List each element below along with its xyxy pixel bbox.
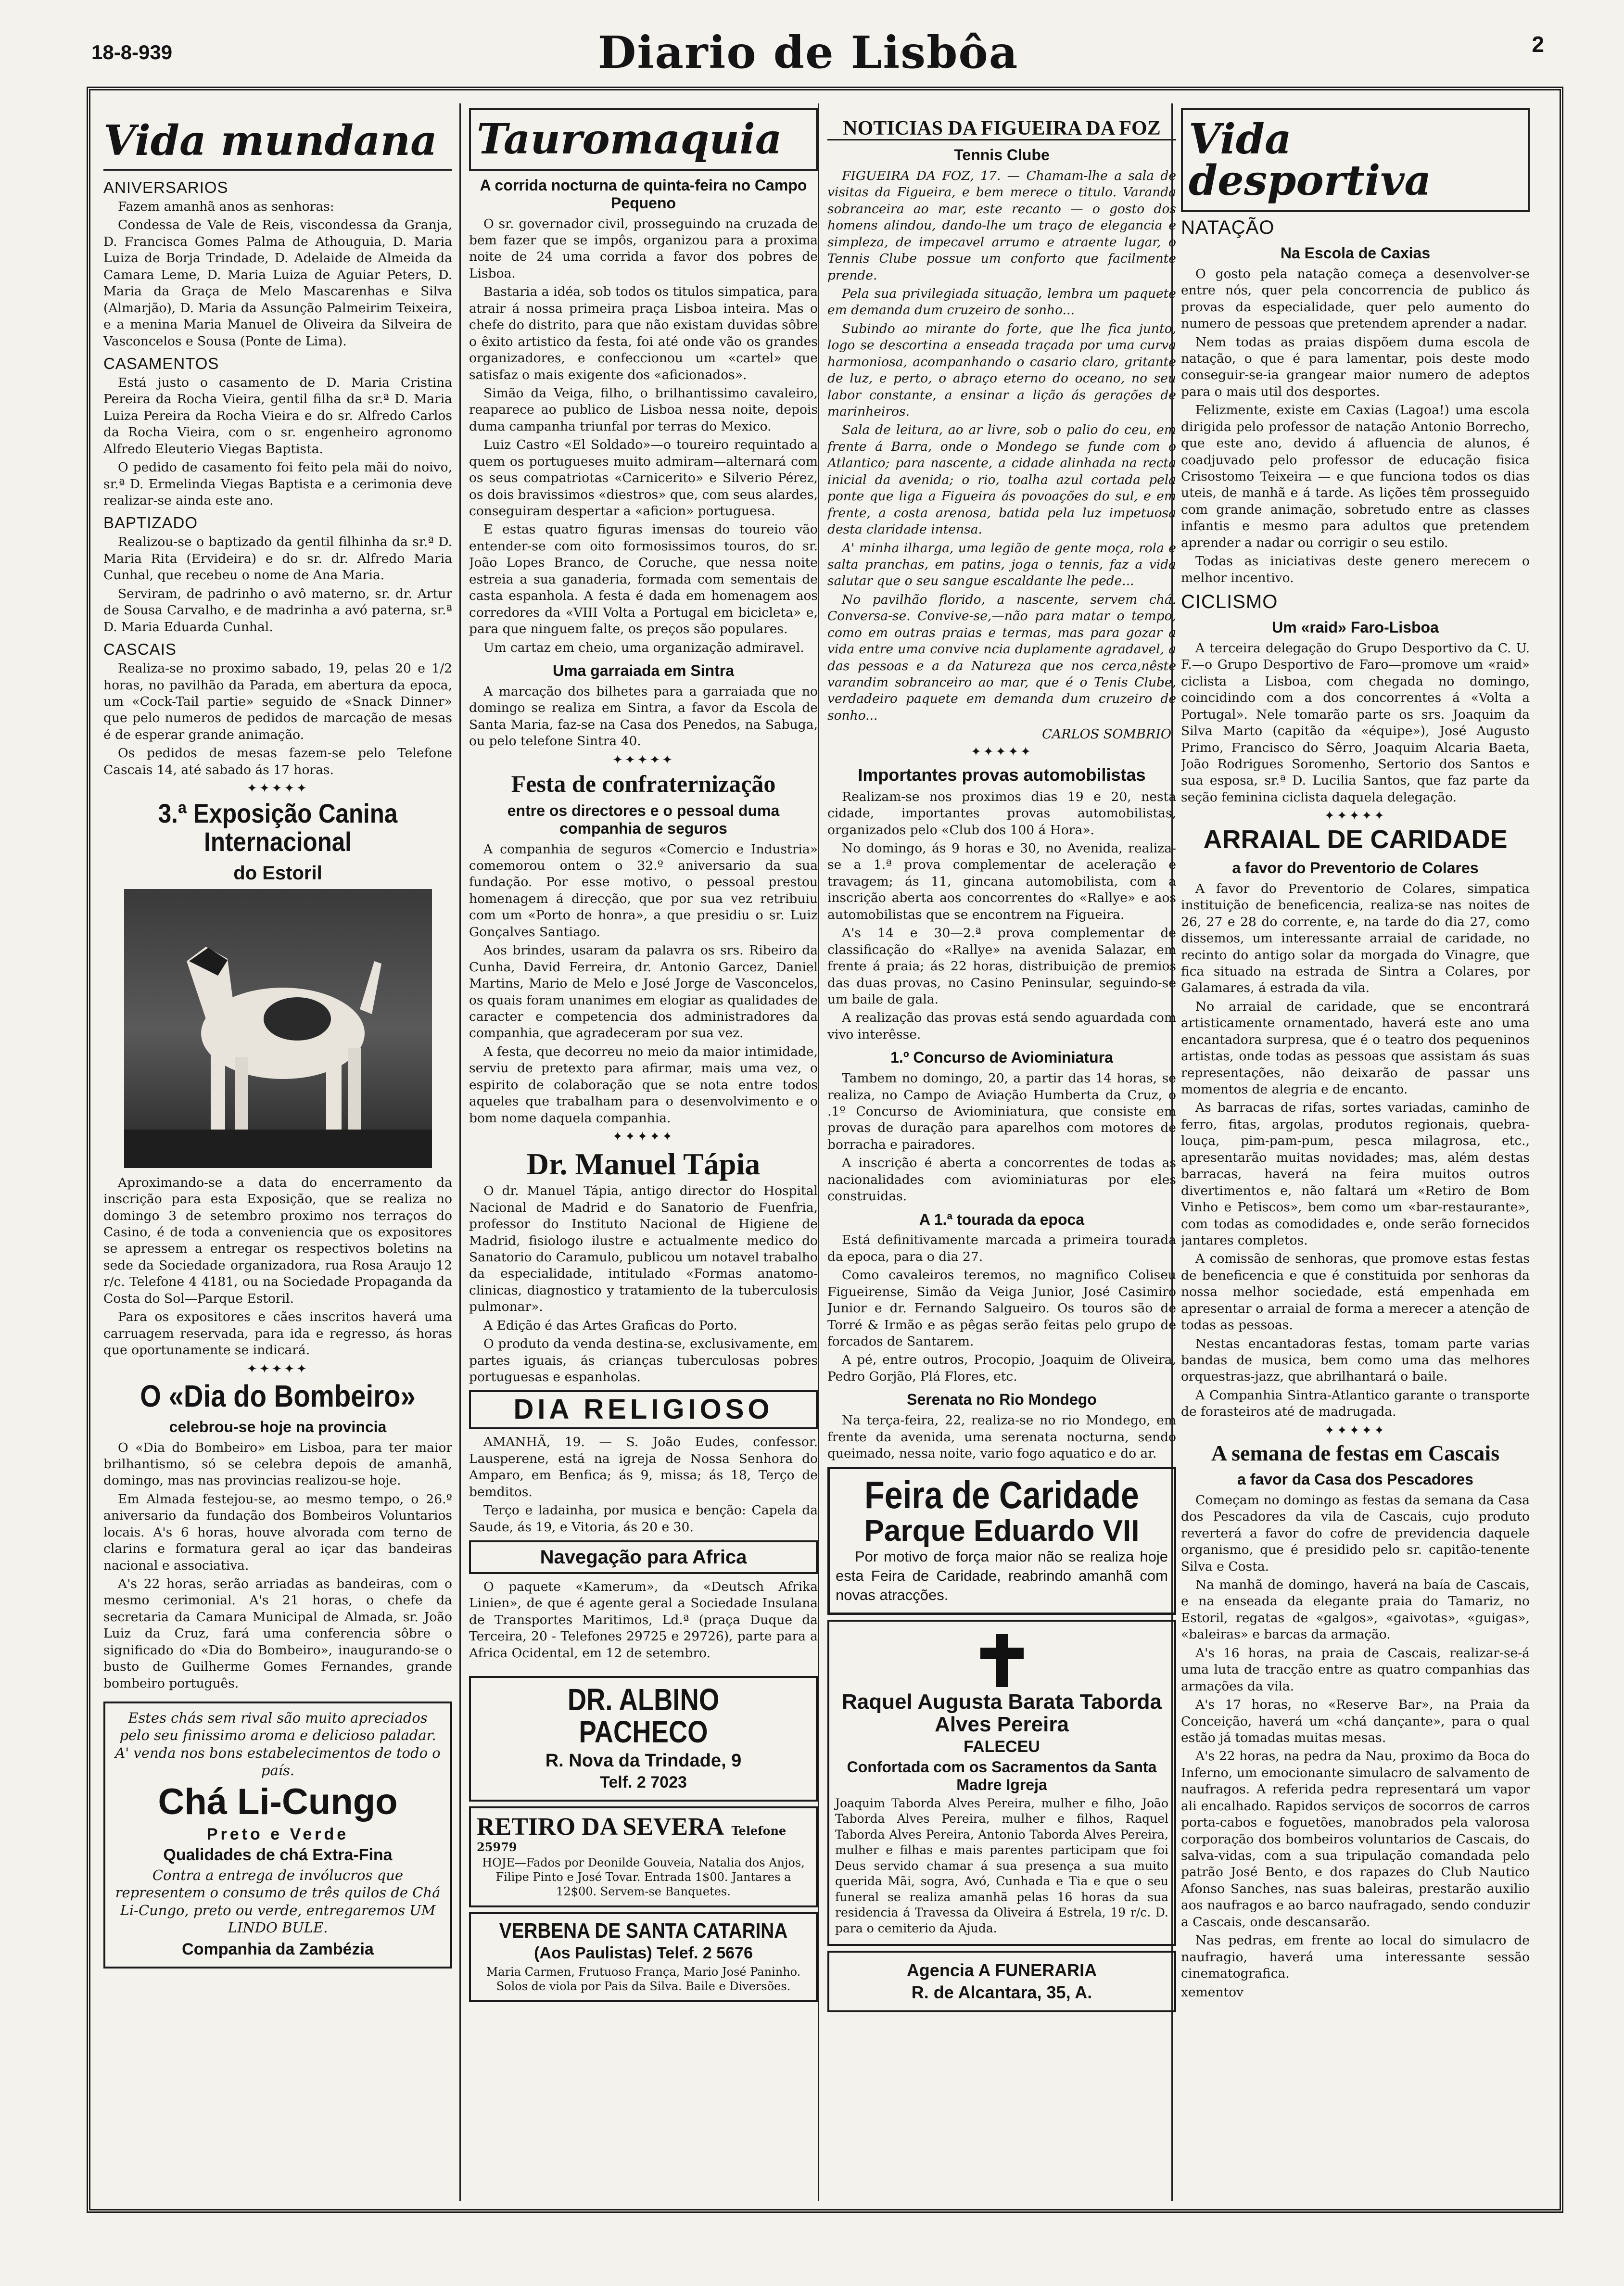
paragraph: Realizam-se nos proximos dias 19 e 20, nesta cidade, importantes provas automobilistas, organizados pelo «Club dos 100 á Hora». bbox=[827, 789, 1176, 838]
paragraph: Serviram, de padrinho o avô materno, sr. dr. Artur de Sousa Carvalho, e de madrinha a avó paterna, sr.ª D. Maria Eduarda Cunhal. bbox=[103, 586, 452, 635]
paragraphs bbox=[827, 789, 1176, 1043]
paragraph: Condessa de Vale de Reis, viscondessa da Granja, D. Francisca Gomes Palma de Athouguia, D. Maria Luiza de Borja Trindade, D. Adelaide de Almeida da Camara Leme, D. Maria Luiza de Aguiar Peters, D. Maria da Graça de Melo Mascarenhas e Silva (Almarjão), D. Maria da Assunção Palmeirim Teixeira, e a menina Maria Manuel de Oliveira da Silveira de Vasconcelos e Sousa (Ponte de Lima). bbox=[103, 217, 452, 349]
paragraph: O gosto pela natação começa a desenvolver-se entre nós, quer pela concorrencia de publico ás provas da especialidade, quer pelo aumento do numero de pessoas que pretendem aprender a nadar. bbox=[1181, 266, 1530, 331]
paragraph: A realização das provas está sendo aguardada com vivo interêsse. bbox=[827, 1010, 1176, 1042]
article-headline: O «Dia do Bombeiro» bbox=[140, 1378, 416, 1413]
paragraph: Está justo o casamento de D. Maria Cristina Pereira da Rocha Vieira, gentil filha da sr.ª D. Maria Luiza Pereira da Rocha Vieira e do sr. Alfredo Carlos da Rocha Vieira, com o sr. engenheiro agronomo Alfredo Eleuterio Viegas Baptista. bbox=[103, 375, 452, 457]
ad-title: DR. ALBINO PACHECO bbox=[567, 1682, 720, 1750]
paragraphs bbox=[469, 841, 818, 1127]
subsection-head: NATAÇÃO bbox=[1181, 217, 1275, 238]
cross-icon bbox=[980, 1634, 1024, 1687]
paragraph: A festa, que decorreu no meio da maior intimidade, serviu de pretexto para afirmar, mais uma vez, o espirito de colaboração que se nota entre todos aqueles que trabalham para o desenvolvimento e o bom nome daquela companhia. bbox=[469, 1044, 818, 1126]
paragraph: O paquete «Kamerum», da «Deutsch Afrika Linien», de que é agente geral a Sociedade Insulana de Transportes Maritimos, Ld.ª (praça Duque da Terceira, 20 - Telefones 29725 e 29726), parte para a Africa Ocidental, em 12 de setembro. bbox=[469, 1579, 818, 1661]
paragraph: A inscrição é aberta a concorrentes de todas as nacionalidades com aviominiaturas por eles construidas. bbox=[827, 1156, 1176, 1204]
paragraph: Luiz Castro «El Soldado»—o toureiro requintado a quem os portugueses muito admiram—alternará com os seus compatriotas «Carnicerito» e Silverio Pérez, os dois bravissimos «diestros» que, com seus alardes, conseguiram despertar a «aficion» portuguesa. bbox=[469, 437, 818, 519]
paragraph: Terço e ladainha, por musica e benção: Capela da Saude, ás 19, e Vitoria, ás 20 e 30. bbox=[469, 1503, 818, 1535]
fox-terrier-image bbox=[124, 889, 432, 1168]
paragraph: Pela sua privilegiada situação, lembra um paquete em demanda dum cruzeiro de sonho... bbox=[827, 286, 1176, 318]
paragraph: A's 14 e 30—2.ª prova complementar de classificação do «Rallye» na avenida Salazar, em frente á praia; ás 22 horas, distribuição de premios das duas provas, no Casino Peninsular, seguindo-se um baile de gala. bbox=[827, 926, 1176, 1007]
subsection-head: CASCAIS bbox=[103, 640, 177, 659]
paragraphs bbox=[469, 1183, 818, 1385]
paragraph: Fazem amanhã anos as senhoras: bbox=[118, 199, 334, 214]
article-headline: 1.º Concurso de Aviominiatura bbox=[890, 1049, 1113, 1067]
paragraph: O «Dia do Bombeiro» em Lisboa, para ter maior brilhantismo, só se celebra depois de amanhã, domingo, mas nas provincias realizou-se hoje. bbox=[103, 1440, 452, 1488]
paragraphs bbox=[469, 216, 818, 656]
article-headline: Serenata no Rio Mondego bbox=[907, 1391, 1097, 1409]
paragraphs bbox=[103, 199, 452, 350]
paragraph: A's 17 horas, no «Reserve Bar», na Praia da Conceição, haverá um «chá dançante», para o qual estão já tomadas muitas mesas. bbox=[1181, 1697, 1530, 1745]
paragraph: Aproximando-se a data do encerramento da inscrição para esta Exposição, que se realiza no domingo 3 de setembro proximo nos terraços do Casino, é de toda a conveniencia que os expositores se apressem a entregar os respectivos boletins na sede da Sociedade organizadora, rua Rosa Araujo 12 r/c. Telefone 4 4181, ou na Sociedade Propaganda da Costa do Sol—Parque Estoril. bbox=[103, 1175, 452, 1306]
paragraphs bbox=[469, 1579, 818, 1662]
paragraph: A Companhia Sintra-Atlantico garante o transporte de forasteiros até de madrugada. bbox=[1181, 1387, 1530, 1420]
ad-text: Maria Carmen, Frutuoso França, Mario José Paninho. Solos de viola por Pais da Silva. Baile e Diversões. bbox=[486, 1965, 801, 1994]
ad-retiro-severa bbox=[469, 1806, 818, 1908]
paragraph: O produto da venda destina-se, exclusivamente, em partes iguais, ás crianças tuberculosas pobres portuguesas e espanholas. bbox=[469, 1336, 818, 1385]
paragraph: A Edição é das Artes Graficas do Porto. bbox=[483, 1318, 737, 1333]
article-subhead: a favor do Preventorio de Colares bbox=[1232, 859, 1479, 876]
ad-feira-caridade bbox=[827, 1467, 1176, 1615]
ad-company: Companhia da Zambézia bbox=[182, 1940, 374, 1959]
paragraph: Os pedidos de mesas fazem-se pelo Telefone Cascais 14, até sabado ás 17 horas. bbox=[103, 746, 452, 777]
ad-title: RETIRO DA SEVERA bbox=[477, 1813, 724, 1841]
paragraph: Realizou-se o baptizado da gentil filhinha da sr.ª D. Maria Rita (Ervideira) e do sr. dr. Alfredo Maria Cunhal, que recebeu o nome de Ana Maria. bbox=[103, 534, 452, 583]
ad-title: Agencia A FUNERARIA bbox=[906, 1960, 1097, 1981]
paragraphs-italic bbox=[827, 168, 1176, 724]
paragraph: No domingo, ás 9 horas e 30, no Avenida, realiza-se a 1.ª prova complementar de aceleração e travagem; ás 11, gincana automobilista, com a inscrição aberta aos concorrentes do «Rallye» e aos automobilistas que se encontrem na Figueira. bbox=[827, 841, 1176, 922]
paragraph: Para os expositores e cães inscritos haverá uma carruagem reservada, para ida e regresso, ás horas que oportunamente se indicará. bbox=[103, 1309, 452, 1358]
paragraphs bbox=[103, 660, 452, 778]
article-subhead: a favor da Casa dos Pescadores bbox=[1237, 1471, 1473, 1488]
ad-subline: Preto e Verde bbox=[206, 1825, 349, 1844]
dog-photo bbox=[124, 889, 432, 1168]
paragraph: Em Almada festejou-se, ao mesmo tempo, o 26.º aniversario da fundação dos Bombeiros Voluntarios locais. A's 6 horas, houve alvorada com terno de clarins e formatura geral ao içar das bandeiras nacional e associativa. bbox=[103, 1491, 452, 1573]
ad-phone: Telf. 2 7023 bbox=[600, 1773, 687, 1791]
paragraphs bbox=[469, 1434, 818, 1536]
paragraph: Um cartaz em cheio, uma organização admiravel. bbox=[483, 640, 804, 655]
section-title: Vida mundana bbox=[103, 103, 452, 171]
paragraph: A favor do Preventorio de Colares, simpatica instituição de beneficencia, realiza-se nas noites de 26, 27 e 28 do corrente, e, na tarde do dia 27, como dissemos, um interessante arraial de caridade, no recinto do antigo solar da morgada do Vinagre, que fica situado na estrada de Sintra a Colares, por Galamares, á estrada da vila. bbox=[1181, 881, 1530, 996]
paragraphs bbox=[1181, 640, 1530, 806]
subsection-head: CASAMENTOS bbox=[103, 354, 219, 372]
paragraph: O sr. governador civil, prosseguindo na cruzada de bem fazer que se impôs, organizou para a proxima noite de 24 uma corrida a favor dos pobres de Lisboa. bbox=[469, 216, 818, 281]
column-vida-desportiva bbox=[1181, 103, 1530, 2201]
section-title: NOTICIAS DA FIGUEIRA DA FOZ bbox=[827, 118, 1176, 140]
paragraphs bbox=[103, 1175, 452, 1359]
paragraph: Nem todas as praias dispõem duma escola de natação, o que é para lamentar, pois deste modo conseguir-se-ia grangear maior numero de adeptos para o mais util dos desportes. bbox=[1181, 334, 1530, 399]
issue-date: 18-8-939 bbox=[91, 41, 173, 64]
ad-text: Por motivo de força maior não se realiza hoje esta Feira de Caridade, reabrindo amanhã com novas atracções. bbox=[836, 1548, 1168, 1604]
obituary-text: Joaquim Taborda Alves Pereira, mulher e filho, João Taborda Alves Pereira, mulher e filhos, Raquel Taborda Alves Pereira, Antonio Taborda Alves Pereira, mulher e filhas e mais parentes participam que foi Deus servido chamar á sua presença a sua muito querida Mãi, sogra, Avó, Cunhada e Tia e que o seu funeral se realiza amanhã pelas 16 horas da sua residencia á Travessa da Oliveira á Estrela, 19 r/c. D. para o cemiterio da Ajuda. bbox=[835, 1796, 1168, 1935]
navegacao-box bbox=[469, 1540, 818, 1574]
ad-verbena bbox=[469, 1912, 818, 2002]
paragraph: A's 16 horas, na praia de Cascais, realizar-se-á uma luta de tracção entre as quatro companhias das armações da vila. bbox=[1181, 1645, 1530, 1694]
paragraph: Sala de leitura, ao ar livre, sob o palio do ceu, em frente á Barra, onde o Mondego se funde com o Atlantico; para nascente, a cidade alinhada na recta inicial da avenida; o rio, toalha azul cortada pela ponte que liga a Figueira ás povoações do sul, e em frente, a costa arenosa, batida pela luz impetuosa desta claridade intensa. bbox=[827, 422, 1176, 537]
paragraphs bbox=[103, 534, 452, 635]
ad-place: Parque Eduardo VII bbox=[864, 1514, 1140, 1548]
separator-ornament: ✦✦✦✦✦ bbox=[247, 781, 309, 796]
paragraph: Começam no domingo as festas da semana da Casa dos Pescadores da vila de Cascais, cujo produto reverterá a favor do cofre de previdencia daquele organismo, que é presidido pelo sr. capitão-tenente Silva e Costa. bbox=[1181, 1492, 1530, 1574]
paragraph: No pavilhão florido, a nascente, servem chá. Conversa-se. Convive-se,—não para matar o tempo, como em outras praias e termas, mas para gozar a vida entre uma convive ncia duplamente agradavel, a das pessoas e a da Natureza que nos cerca,nêste varandim sobranceiro ao mar, que é o Tenis Clube, verdadeiro paquete em demanda dum cruzeiro de sonho... bbox=[827, 592, 1176, 723]
paragraph: Felizmente, existe em Caxias (Lagoa!) uma escola dirigida pelo professor de natação Antonio Borrecho, que este ano, devido á afluencia de alunos, é coadjuvado pelo professor de educação fisica Crisostomo Teixeira — e que funciona todos os dias uteis, de manhã e á tarde. As lições têm prosseguido com grande animação, sobretudo entre as classes infantis e mesmo para adultos que pretendem aprender a nadar ou corrigir o seu estilo. bbox=[1181, 403, 1530, 550]
ad-phone: Telefone 25979 bbox=[477, 1823, 787, 1854]
ad-albino-pacheco bbox=[469, 1676, 818, 1801]
article-headline: Dr. Manuel Tápia bbox=[526, 1147, 761, 1181]
obituary-status: FALECEU bbox=[964, 1737, 1040, 1756]
paragraphs bbox=[827, 1412, 1176, 1462]
paragraph: A pé, entre outros, Procopio, Joaquim de Oliveira, Pedro Gorjão, Plá Flores, etc. bbox=[827, 1352, 1176, 1384]
subsection-head: BAPTIZADO bbox=[103, 514, 198, 532]
paragraph: Nas pedras, em frente ao local do simulacro de naufragio, haverá uma interessante sessão cinematografica. bbox=[1181, 1933, 1530, 1981]
paragraph: Aos brindes, usaram da palavra os srs. Ribeiro da Cunha, David Ferreira, dr. Antonio Garcez, Daniel Martins, Mario de Melo e José Jorge de Vasconcelos, os quais foram unanimes em elogiar as qualidades de caracter e competencia dos administradores da companhia, que agradeceram por sua vez. bbox=[469, 943, 818, 1041]
paragraph: Nestas encantadoras festas, tomam parte varias bandas de musica, bem como uma das melhores orquestras-jazz, que abrilhantará o baile. bbox=[1181, 1336, 1530, 1384]
paragraph: Realiza-se no proximo sabado, 19, pelas 20 e 1/2 horas, no pavilhão da Parada, em abertura da epoca, um «Cock-Tail partie» seguido de «Snack Dinner» que pelo numeros de pedidos de marcação de mesas é de esperar grande animação. bbox=[103, 661, 452, 742]
article-subhead: do Estoril bbox=[233, 862, 322, 884]
ad-offer: Contra a entrega de invólucros que representem o consumo de três quilos de Chá Li-Cungo, preto ou verde, entregaremos UM LINDO BULE. bbox=[115, 1867, 441, 1936]
paragraphs bbox=[469, 684, 818, 750]
paragraph: AMANHÃ, 19. — S. João Eudes, confessor. Lausperene, está na igreja de Nossa Senhora do Amparo, em Benfica; ás 9, missa; ás 18, Terço de bemditos. bbox=[469, 1435, 818, 1499]
paragraph: Tambem no domingo, 20, a partir das 14 horas, se realiza, no Campo de Aviação Humberta da Cruz, o .1º Concurso de Aviominiatura, que consiste em provas de duração para aparelhos com motores de borracha e pairadores. bbox=[827, 1071, 1176, 1152]
column-rule bbox=[459, 103, 461, 2201]
paragraph: A's 22 horas, na pedra da Nau, proximo da Boca do Inferno, um emocionante simulacro de salvamento de naufragos. A referida pedra representará um vapor ali encalhado. Rapidos serviços de socorros de carros porta-cabos e foguetões, manobrados pela valorosa corporação dos bombeiros voluntarios de Cascais, do salva-vidas, com a sua tripulação comandada pelo patrão José Bento, e dos rapazes do Club Nautico Afonso Sanches, nas suas baleiras, prestarão auxilio aos naufragos e ao barco naufragado, sendo conduzir a Cascais, onde descansarão. bbox=[1181, 1749, 1530, 1930]
article-headline: DIA RELIGIOSO bbox=[513, 1394, 774, 1425]
ad-phone: (Aos Paulistas) Telef. 2 5676 bbox=[534, 1944, 753, 1963]
ad-title: VERBENA DE SANTA CATARINA bbox=[499, 1919, 788, 1943]
paragraph: A terceira delegação do Grupo Desportivo da C. U. F.—o Grupo Desportivo de Faro—promove um «raid» ciclista a Lisboa, com chegada no domingo, coincidindo com a dos concorrentes á «Volta a Portugal». Nele tomarão parte os srs. Joaquim da Silva Marto (capitão da «équipe»), José Augusto Primo, Francisco do Sêrro, Joaquim Alcaria Baeta, João Rodrigues Soromenho, Sertorio dos Santos e sua esposa, sr.ª D. Lucilia Santos, que faz parte da seção feminina ciclista daquela delegação. bbox=[1181, 640, 1530, 805]
article-headline: A corrida nocturna de quinta-feira no Campo Pequeno bbox=[480, 177, 807, 212]
tea-advertisement bbox=[103, 1702, 452, 1968]
article-subhead: Tennis Clube bbox=[954, 146, 1050, 164]
subsection-head: ANIVERSARIOS bbox=[103, 178, 228, 196]
paragraph: A comissão de senhoras, que promove estas festas de beneficencia e que é constituida por senhoras da nossa melhor sociedade, está empenhada em apresentar o arraial de forma a merecer a atenção de todas as pessoas. bbox=[1181, 1251, 1530, 1333]
section-title: Tauromaquia bbox=[469, 108, 818, 171]
ad-address: R. de Alcantara, 35, A. bbox=[911, 1982, 1092, 2003]
separator-ornament: ✦✦✦✦✦ bbox=[247, 1361, 309, 1376]
paragraph: A companhia de seguros «Comercio e Industria» comemorou ontem o 32.º aniversario da sua fundação. Por esse motivo, o pessoal prestou homenagem á direcção, que por sua vez retribuiu com um «Porto de honra», a que presidiu o sr. Luiz Gonçalves Santiago. bbox=[469, 841, 818, 940]
paragraph: A marcação dos bilhetes para a garraiada que no domingo se realiza em Sintra, a favor da Escola de Santa Maria, faz-se na Casa dos Penedos, na Sabuga, ou pelo telefone Sintra 40. bbox=[469, 684, 818, 749]
ad-quality: Qualidades de chá Extra-Fina bbox=[163, 1846, 393, 1865]
paragraphs bbox=[1181, 266, 1530, 586]
paragraphs bbox=[103, 375, 452, 509]
subsection-head: CICLISMO bbox=[1181, 591, 1278, 613]
author-signature: CARLOS SOMBRIO bbox=[1042, 727, 1171, 742]
paragraph: Como cavaleiros teremos, no magnifico Coliseu Figueirense, Simão da Veiga Junior, José Casimiro Junior e dr. Fernando Salgueiro. Os touros são de Torré & Irmão e as pêgas serão feitas pelo grupo de forcados de Santarem. bbox=[827, 1268, 1176, 1349]
newspaper-title: Diario de Lisbôa bbox=[597, 26, 1019, 78]
article-headline: Um «raid» Faro-Lisboa bbox=[1272, 619, 1439, 636]
paragraph: Está definitivamente marcada a primeira tourada da epoca, para o dia 27. bbox=[827, 1232, 1176, 1264]
ad-text: HOJE—Fados por Deonilde Gouveia, Natalia dos Anjos, Filipe Pinto e José Tovar. Entrada 1$00. Jantares a 12$00. Servem-se Banquetes. bbox=[482, 1856, 805, 1899]
article-headline: Uma garraiada em Sintra bbox=[552, 661, 735, 679]
paragraphs bbox=[1181, 881, 1530, 1421]
ad-title: Feira de Caridade bbox=[864, 1473, 1139, 1517]
article-headline: A 1.ª tourada da epoca bbox=[919, 1210, 1085, 1228]
paragraphs bbox=[103, 1440, 452, 1692]
masthead bbox=[91, 26, 1544, 84]
paragraph: Na terça-feira, 22, realiza-se no rio Mondego, em frente da avenida, uma serenata nocturna, sendo queimado, nessa noite, vario fogo aquatico e do ar. bbox=[827, 1413, 1176, 1461]
separator-ornament: ✦✦✦✦✦ bbox=[612, 1130, 674, 1144]
paragraph: Bastaria a idéa, sob todos os titulos simpatica, para atrair á nossa primeira praça Lisboa inteira. Mas o chefe do distrito, para que não existam duvidas sôbre o êxito artistico da festa, foi até onde vão os grandes organizadores, e confeccionou um «cartel» que satisfaz o mais exigente dos «aficionados». bbox=[469, 284, 818, 382]
author-signature: xementov bbox=[1181, 1984, 1244, 2000]
paragraph: O dr. Manuel Tápia, antigo director do Hospital Nacional de Madrid e do Sanatorio de Fuenfria, professor do Instituto Nacional de Higiene de Madrid, fisiologo ilustre e actualmente medico do Sanatorio do Caramulo, publicou um notavel trabalho da especialidade, intitulado «Formas anatomo-clinicas, diagnostico y tratamiento de la tuberculosis pulmonar». bbox=[469, 1183, 818, 1315]
article-headline: Festa de confraternização bbox=[511, 770, 776, 797]
paragraph: O pedido de casamento foi feito pela mãi do noivo, sr.ª D. Ermelinda Viegas Baptista e a cerimonia deve realizar-se ainda este ano. bbox=[103, 460, 452, 508]
column-rule bbox=[818, 103, 819, 2201]
article-subhead: celebrou-se hoje na provincia bbox=[169, 1418, 387, 1435]
paragraph: A' minha ilharga, uma legião de gente moça, rola e salta pranchas, em patins, joga o tennis, faz a vida salutar que o seu sangue escaldante lhe pede... bbox=[827, 540, 1176, 589]
ad-funeraria bbox=[827, 1951, 1176, 2012]
paragraph: FIGUEIRA DA FOZ, 17. — Chamam-lhe a sala de visitas da Figueira, e bem merece o titulo. Varanda sobranceira ao mar, este recanto — o gosto dos homens alindou, dando-lhe um traço de elegancia e simpleza, de impecavel arrumo e atraente lugar, o Tennis Clube possue um conforto que facilmente prende. bbox=[827, 168, 1176, 283]
ad-text: Estes chás sem rival são muito apreciados pelo seu finissimo aroma e delicioso paladar. A' venda nos bons estabelecimentos de todo o país. bbox=[115, 1710, 441, 1778]
paragraph: No arraial de caridade, que se encontrará artisticamente ornamentado, haverá este ano uma encantadora surpresa, que é o teatro dos pequeninos artistas, onde todas as pessoas que assistam ás suas representações, não deixarão de passar uns momentos de alegria e de encanto. bbox=[1181, 999, 1530, 1097]
dia-religioso-box bbox=[469, 1390, 818, 1429]
article-headline: A semana de festas em Cascais bbox=[1211, 1440, 1500, 1465]
ad-brand: Chá Li-Cungo bbox=[158, 1781, 398, 1823]
paragraph: Subindo ao mirante do forte, que lhe fica junto, logo se descortina a enseada traçada por uma curva harmoniosa, acompanhando o casario claro, gritante de luz, e perto, o abraço eterno do oceano, no seu labor constante, a ensinar a lição ás gerações de marinheiros. bbox=[827, 321, 1176, 419]
obituary bbox=[827, 1620, 1176, 1946]
separator-ornament: ✦✦✦✦✦ bbox=[971, 745, 1033, 760]
paragraph: Todas as iniciativas deste genero merecem o melhor incentivo. bbox=[1181, 554, 1530, 585]
paragraph: A's 22 horas, serão arriadas as bandeiras, com o mesmo cerimonial. A's 21 horas, o chefe da secretaria da Camara Municipal de Almada, sr. João Luiz da Cruz, fará uma conferencia sôbre o significado do «Dia do Bombeiro», inaugurando-se o busto de Guilherme Gomes Fernandes, grande bombeiro português. bbox=[103, 1576, 452, 1691]
paragraph: As barracas de rifas, sortes variadas, caminho de ferro, fitas, argolas, produtos regionais, quebra-louça, pim-pam-pum, pesca milagrosa, etc., apresentarão muitas novidades; mas, além destas barracas, haverá na feira muitos outros divertimentos e, não faltará um «Retiro de Bom Vinho e Petiscos», bem como um «bar-restaurante», com todas as comodidades e, onde serão fornecidos jantares completos. bbox=[1181, 1100, 1530, 1248]
paragraph: Na manhã de domingo, haverá na baía de Cascais, e na enseada da elegante praia do Tamariz, no Estoril, regatas de «galgos», «gaivotas», «guigas», «baleiras» e barcas da armação. bbox=[1181, 1577, 1530, 1642]
separator-ornament: ✦✦✦✦✦ bbox=[1324, 1423, 1386, 1438]
paragraph: Simão da Veiga, filho, o brilhantissimo cavaleiro, reaparece ao publico de Lisboa nessa noite, depois duma campanha triunfal por terras do Mexico. bbox=[469, 385, 818, 434]
article-headline: Importantes provas automobilistas bbox=[858, 765, 1146, 785]
obituary-sub: Confortada com os Sacramentos da Santa Madre Igreja bbox=[847, 1758, 1157, 1793]
column-tauromaquia bbox=[469, 103, 818, 2201]
article-headline: 3.ª Exposição Canina Internacional bbox=[158, 798, 398, 857]
page-number: 2 bbox=[1532, 32, 1544, 57]
column-vida-mundana bbox=[103, 103, 452, 2201]
paragraphs bbox=[827, 1232, 1176, 1385]
article-subhead: entre os directores e o pessoal duma companhia de seguros bbox=[507, 802, 780, 837]
article-headline: Navegação para Africa bbox=[540, 1547, 747, 1568]
ad-address: R. Nova da Trindade, 9 bbox=[545, 1750, 742, 1771]
column-figueira bbox=[827, 103, 1176, 2201]
section-title: Vida desportiva bbox=[1181, 108, 1530, 212]
paragraphs bbox=[827, 1070, 1176, 1205]
article-headline: Na Escola de Caxias bbox=[1280, 244, 1431, 262]
separator-ornament: ✦✦✦✦✦ bbox=[612, 752, 674, 767]
paragraphs bbox=[1181, 1492, 1530, 1982]
article-headline: ARRAIAL DE CARIDADE bbox=[1203, 825, 1508, 854]
obituary-name: Raquel Augusta Barata Taborda Alves Pereira bbox=[841, 1690, 1162, 1736]
paragraph: E estas quatro figuras imensas do toureio vão entender-se com oito formosissimos touros, do sr. João Lopes Branco, de Coruche, que nessa noite estreia a sua ganaderia, formada com sementais de casta espanhola. A festa é dada em homenagem aos corredores da «VIII Volta a Portugal em bicicleta» e, para que ninguem falte, os preços são populares. bbox=[469, 522, 818, 637]
separator-ornament: ✦✦✦✦✦ bbox=[1324, 809, 1386, 824]
